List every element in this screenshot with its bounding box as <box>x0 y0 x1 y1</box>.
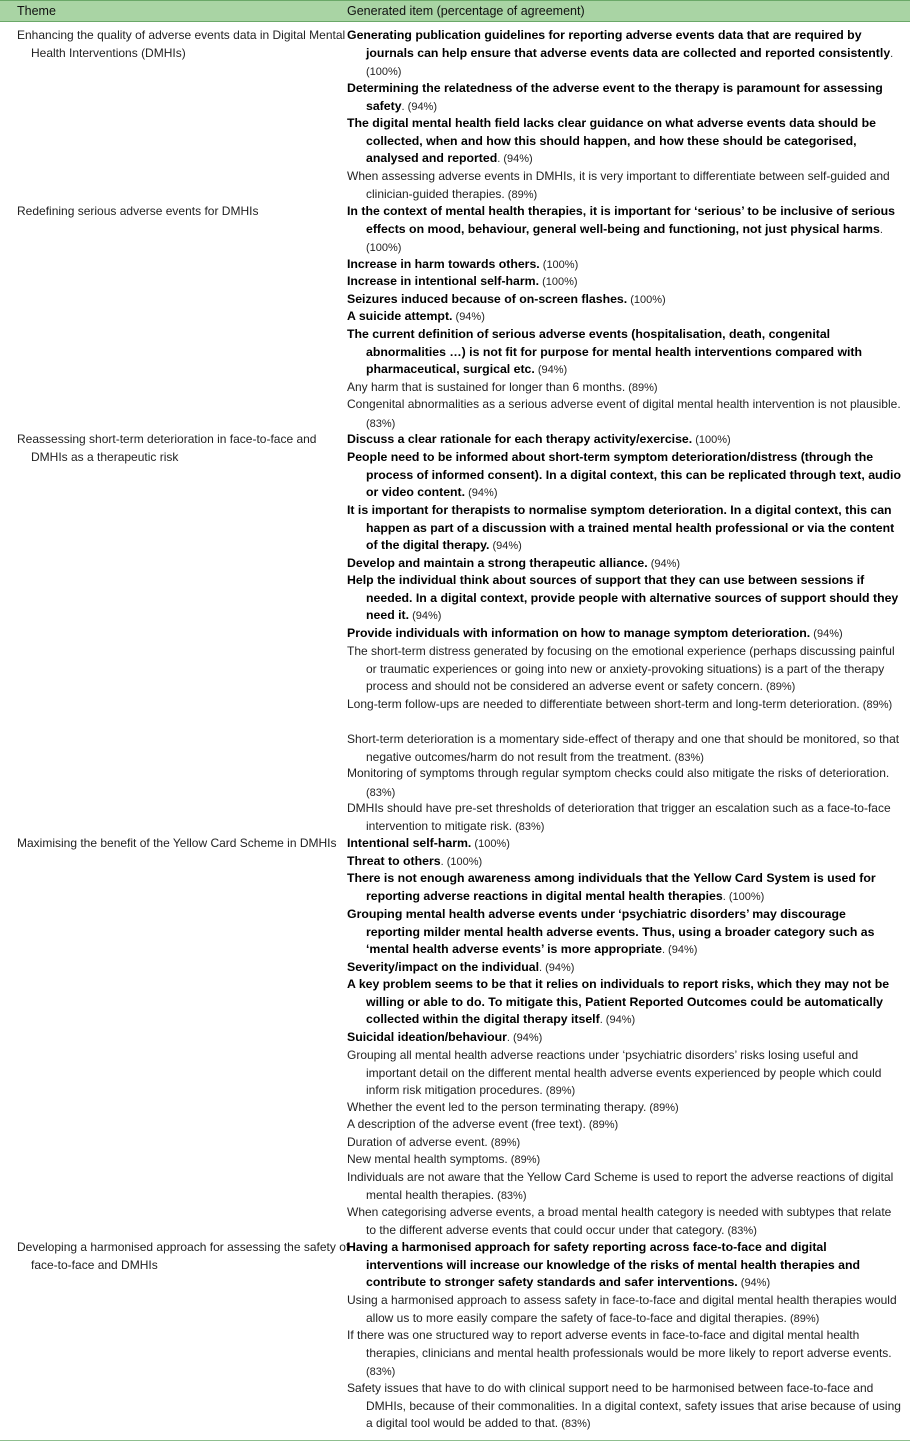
item-text: In the context of mental health therapies, it is important for ‘serious’ to be inclusive of serious effects on mood, behaviour, general well-being and functioning, not just physical harms <box>347 204 895 236</box>
item-text: Provide individuals with information on how to manage symptom deterioration. <box>347 626 811 640</box>
theme-cell: Maximising the benefit of the Yellow Card Scheme in DMHIs <box>17 836 337 850</box>
item-agreement: (94%) <box>409 610 442 622</box>
item-agreement: . (94%) <box>661 944 698 956</box>
item-cell <box>347 291 903 310</box>
item-text: Generating publication guidelines for reporting adverse events data that are required by journals can help ensure that adverse events data are collected and reported consistently <box>347 28 891 60</box>
item-agreement: (100%) <box>471 838 510 850</box>
item-agreement: (94%) <box>737 1277 771 1289</box>
item-agreement: (83%) <box>724 1224 757 1237</box>
item-agreement: . (100%) <box>366 223 883 254</box>
item-text: Help the individual think about sources of support that they can use between sessions if needed. In a digital context, provide people with alternative sources of support should they need it. <box>347 573 899 622</box>
item-agreement: (100%) <box>692 434 731 446</box>
item-agreement: (89%) <box>625 382 658 394</box>
item-agreement: (100%) <box>539 259 579 271</box>
item-text: Monitoring of symptoms through regular symptom checks could also mitigate the risks of deterioration. <box>347 766 890 780</box>
item-cell <box>347 625 903 644</box>
item-cell <box>347 1169 903 1205</box>
item-cell <box>347 1204 903 1240</box>
item-cell <box>347 203 903 258</box>
item-agreement: (83%) <box>512 820 545 833</box>
item-cell <box>347 765 903 802</box>
item-text: A suicide attempt. <box>347 309 453 323</box>
item-cell <box>347 800 903 836</box>
item-text: The digital mental health field lacks clear guidance on what adverse events data should be collected, when and how this should happen, and how these should be categorised, analysed and reported <box>347 116 876 165</box>
column-header-item: Generated item (percentage of agreement) <box>347 4 585 18</box>
item-agreement: . (100%) <box>366 47 894 78</box>
item-cell <box>347 1151 903 1170</box>
item-text: It is important for therapists to normalise symptom deterioration. In a digital context, this can happen as part of a discussion with a trained mental health professional or via the content of the digital therapy. <box>347 503 895 552</box>
item-cell <box>347 853 903 872</box>
item-cell <box>347 1239 903 1293</box>
item-cell <box>347 256 903 275</box>
item-text: Suicidal ideation/behaviour <box>347 1030 507 1044</box>
item-agreement: (94%) <box>489 540 522 552</box>
item-text: Using a harmonised approach to assess safety in face-to-face and digital mental health therapies would allow us to more easily compare the safety of face-to-face and digital therapies. <box>347 1293 897 1325</box>
item-text: Grouping mental health adverse events under ‘psychiatric disorders’ may discourage reporting milder mental health adverse events. Thus, using a broader category such as ‘mental health adverse events’ is more appropriate <box>347 907 875 956</box>
item-cell <box>347 1327 903 1382</box>
theme-cell: Redefining serious adverse events for DMHIs <box>17 204 259 218</box>
item-text: The short-term distress generated by focusing on the emotional experience (perhaps discussing painful or traumatic experiences or going into new or anxiety-provoking situations) is a part of the therapy process and should not be considered an adverse event or safety concern. <box>347 644 895 693</box>
item-agreement: (89%) <box>585 1119 619 1131</box>
item-cell <box>347 835 903 854</box>
item-text: Safety issues that have to do with clinical support need to be harmonised between face-to-face and DMHIs, because of their commonalities. In a digital context, safety issues that arise because of using a digital tool would be added to that. <box>347 1381 901 1430</box>
item-cell <box>347 976 903 1030</box>
item-cell <box>347 449 903 503</box>
item-cell <box>347 80 903 116</box>
item-agreement: (89%) <box>646 1102 679 1114</box>
item-text: Develop and maintain a strong therapeutic alliance. <box>347 556 648 570</box>
item-agreement: (89%) <box>762 681 796 693</box>
item-text: Threat to others <box>347 854 441 868</box>
item-cell <box>347 643 903 697</box>
item-agreement: (83%) <box>366 786 396 799</box>
item-cell <box>347 502 903 556</box>
table-header-row <box>0 0 910 22</box>
item-cell <box>347 1047 903 1101</box>
item-text: DMHIs should have pre-set thresholds of deterioration that trigger an escalation such as a face-to-face intervention to mitigate risk. <box>347 801 891 833</box>
item-text: Seizures induced because of on-screen flashes. <box>347 292 628 306</box>
item-text: When categorising adverse events, a broad mental health category is needed with subtypes that relate to the different adverse events that could occur under that category. <box>347 1205 892 1237</box>
item-text: Determining the relatedness of the adverse event to the therapy is paramount for assessing safety <box>347 81 883 113</box>
item-agreement: (89%) <box>859 699 893 711</box>
theme-cell: Reassessing short-term deterioration in face-to-face and DMHIs as a therapeutic risk <box>17 432 317 464</box>
item-agreement: (89%) <box>504 188 538 201</box>
item-agreement: (89%) <box>507 1154 541 1166</box>
item-agreement: . (94%) <box>506 1032 543 1044</box>
item-text: When assessing adverse events in DMHIs, it is very important to differentiate between self-guided and clinician-guided therapies. <box>347 169 890 201</box>
item-text: Individuals are not aware that the Yellow Card Scheme is used to report the adverse reactions of digital mental health therapies. <box>347 1170 894 1202</box>
item-text: Severity/impact on the individual <box>347 960 540 974</box>
item-cell <box>347 906 903 960</box>
item-agreement: . (100%) <box>440 856 483 868</box>
item-cell <box>347 115 903 169</box>
item-cell <box>347 1134 903 1153</box>
item-text: There is not enough awareness among individuals that the Yellow Card System is used for reporting adverse reactions in digital mental health therapies <box>347 871 876 903</box>
item-cell <box>347 27 903 82</box>
item-text: The current definition of serious adverse events (hospitalisation, death, congenital abnormalities …) is not fit for purpose for mental health interventions compared with pharmaceutical, surgical etc. <box>347 327 863 376</box>
item-cell <box>347 1116 903 1135</box>
item-agreement: . (94%) <box>497 153 533 165</box>
item-cell <box>347 1099 903 1118</box>
item-text: Duration of adverse event. <box>347 1135 488 1149</box>
item-cell <box>347 379 903 398</box>
item-agreement: (89%) <box>786 1312 820 1325</box>
theme-cell: Enhancing the quality of adverse events data in Digital Mental Health Interventions (DMHIs) <box>17 28 346 60</box>
item-text: Grouping all mental health adverse reactions under ‘psychiatric disorders’ risks losing useful and important detail on the different mental health adverse events experienced by people which could inform risk mitigation procedures. <box>347 1048 882 1097</box>
item-cell <box>347 168 903 204</box>
item-agreement: (89%) <box>487 1137 521 1149</box>
item-text: If there was one structured way to report adverse events in face-to-face and digital mental health therapies, clinicians and mental health professionals would be more likely to report adverse events. <box>347 1328 892 1360</box>
item-text: Any harm that is sustained for longer than 6 months. <box>347 380 626 394</box>
item-agreement: (94%) <box>647 558 681 570</box>
item-text: Increase in harm towards others. <box>347 257 540 271</box>
item-agreement: (83%) <box>366 417 396 430</box>
item-agreement: . (94%) <box>599 1014 636 1026</box>
item-cell <box>347 1292 903 1328</box>
item-cell <box>347 731 903 767</box>
item-agreement: (94%) <box>465 487 498 499</box>
item-text: Short-term deterioration is a momentary side-effect of therapy and one that should be monitored, so that negative outcomes/harm do not result from the treatment. <box>347 732 900 764</box>
item-agreement: . (94%) <box>401 100 438 113</box>
item-text: Intentional self-harm. <box>347 836 472 850</box>
item-agreement: (83%) <box>558 1418 591 1430</box>
item-cell <box>347 555 903 574</box>
item-cell <box>347 308 903 327</box>
item-text: Having a harmonised approach for safety reporting across face-to-face and digital interventions will increase our knowledge of the risks of mental health therapies and contribute to stronger safety standards and safer interventions. <box>347 1240 861 1289</box>
item-agreement: (94%) <box>810 628 843 640</box>
item-cell <box>347 696 903 715</box>
item-text: A key problem seems to be that it relies on individuals to report risks, which they may not be willing or able to do. To mitigate this, Patient Reported Outcomes could be automatically collected within the digital therapy itself <box>347 977 890 1026</box>
item-agreement: (100%) <box>539 276 578 288</box>
item-agreement: (83%) <box>671 751 704 764</box>
item-cell <box>347 572 903 626</box>
item-agreement: . (94%) <box>539 962 575 974</box>
item-text: New mental health symptoms. <box>347 1152 508 1166</box>
item-agreement: (94%) <box>534 364 568 376</box>
theme-cell: Developing a harmonised approach for assessing the safety of face-to-face and DMHIs <box>17 1240 350 1272</box>
item-cell <box>347 870 903 906</box>
item-cell <box>347 1380 903 1434</box>
item-text: Increase in intentional self-harm. <box>347 274 540 288</box>
item-cell <box>347 1029 903 1048</box>
item-text: Long-term follow-ups are needed to differentiate between short-term and long-term deterioration. <box>347 697 860 711</box>
item-agreement: (83%) <box>366 1366 396 1378</box>
item-text: Whether the event led to the person terminating therapy. <box>347 1100 647 1114</box>
item-cell <box>347 326 903 380</box>
item-agreement: (89%) <box>542 1085 576 1097</box>
item-text: Congenital abnormalities as a serious adverse event of digital mental health intervention is not plausible. <box>347 397 901 411</box>
item-text: A description of the adverse event (free text). <box>347 1117 586 1131</box>
item-cell <box>347 273 903 292</box>
item-text: Discuss a clear rationale for each therapy activity/exercise. <box>347 432 693 446</box>
item-agreement: . (100%) <box>722 890 765 903</box>
item-cell <box>347 396 903 433</box>
item-agreement: (94%) <box>452 311 485 323</box>
item-text: People need to be informed about short-term symptom deterioration/distress (through the process of informed consent). In a digital context, this can be replicated through text, audio or video content. <box>347 450 901 499</box>
column-header-theme: Theme <box>17 4 56 18</box>
item-agreement: (100%) <box>627 294 666 306</box>
item-cell <box>347 959 903 978</box>
item-agreement: (83%) <box>494 1189 527 1202</box>
item-cell <box>347 431 903 450</box>
